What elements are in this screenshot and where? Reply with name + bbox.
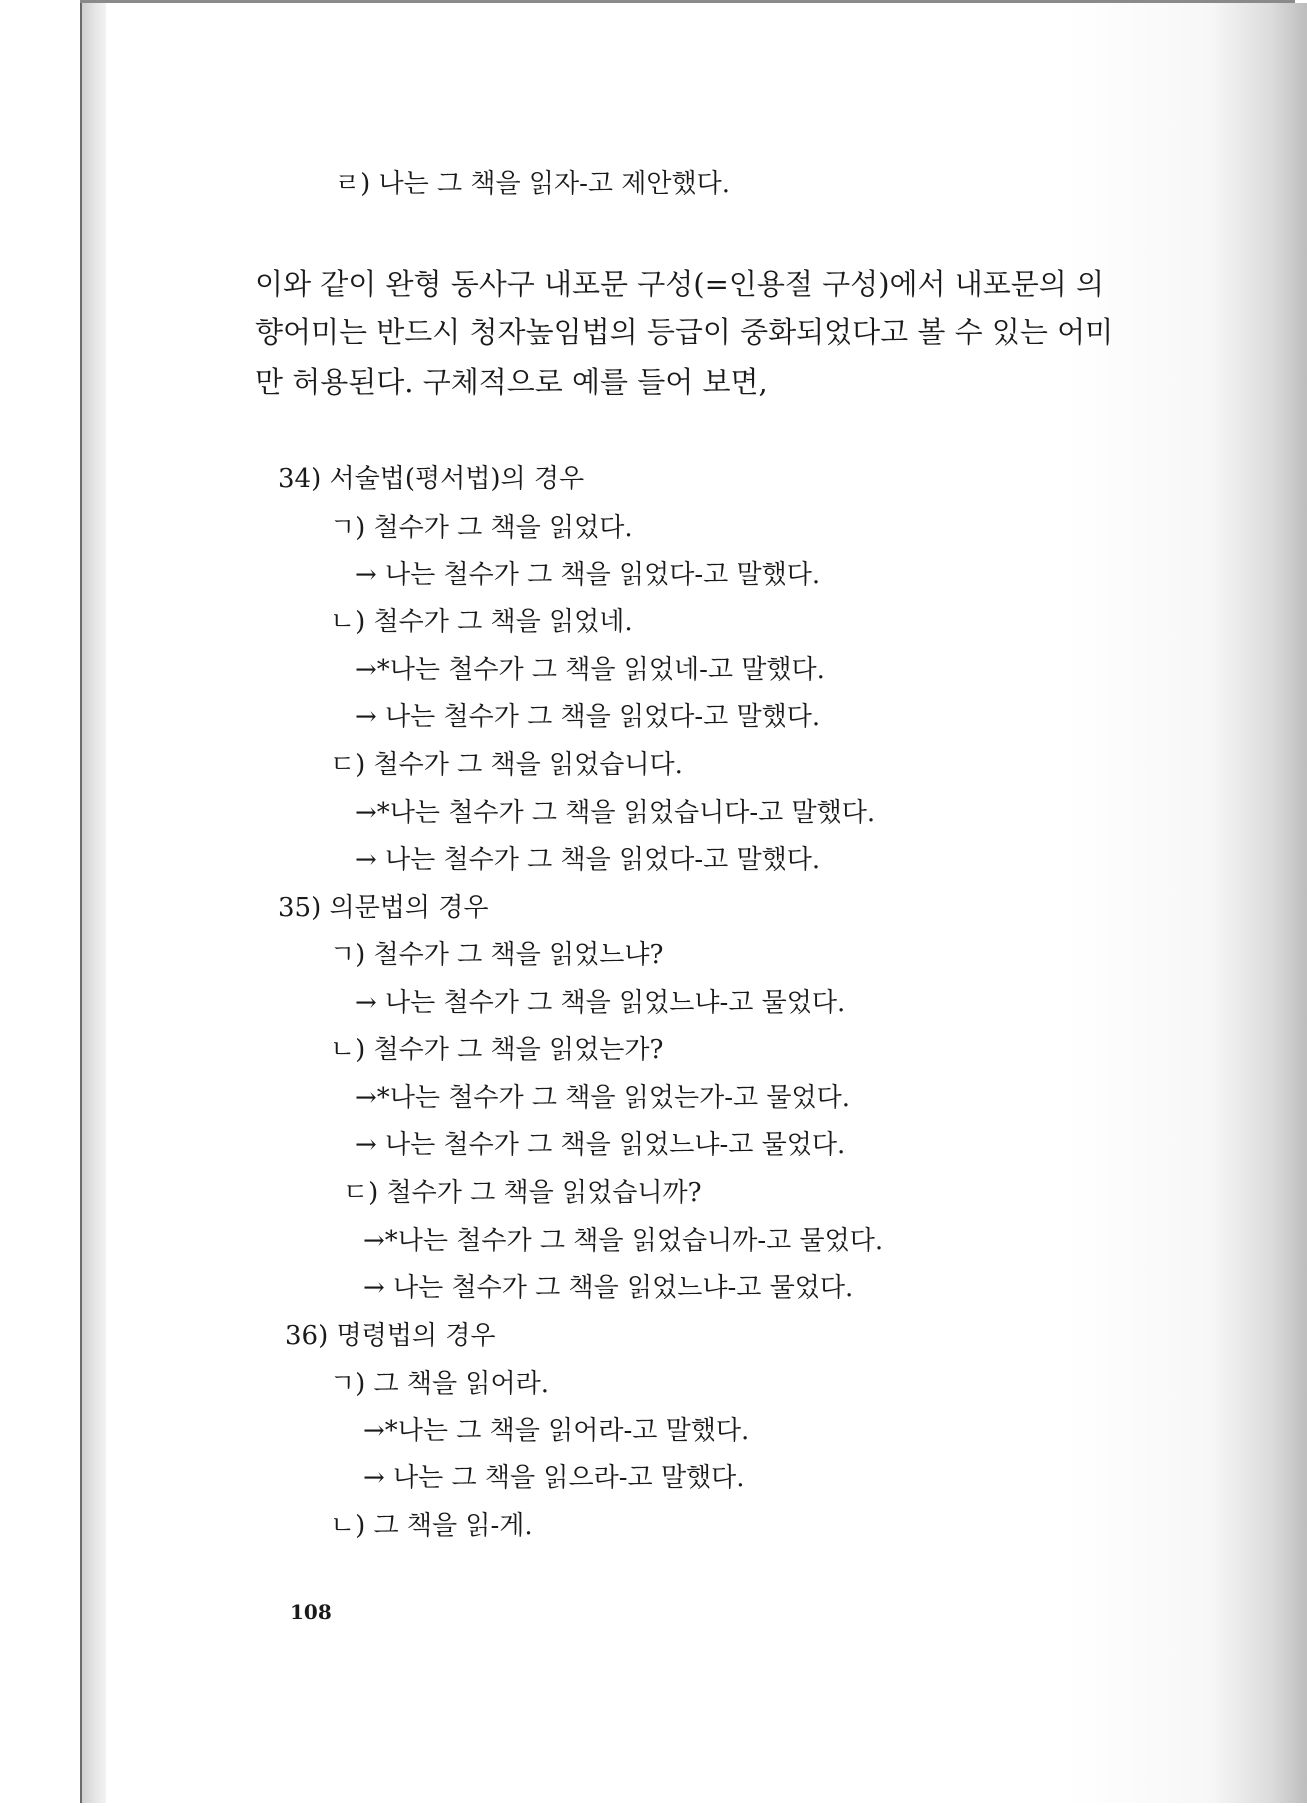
example-line: ㄴ) 철수가 그 책을 읽었네. [330, 607, 633, 637]
example-line: ㄴ) 철수가 그 책을 읽었는가? [330, 1035, 664, 1065]
book-spine [80, 3, 106, 1803]
example-line: → 나는 철수가 그 책을 읽었느냐-고 물었다. [355, 988, 846, 1018]
paragraph-line-3: 만 허용된다. 구체적으로 예를 들어 보면, [255, 365, 768, 399]
page-number: 108 [290, 1600, 332, 1624]
example-line: ㄷ) 철수가 그 책을 읽었습니다. [330, 750, 683, 780]
example-line: → 나는 철수가 그 책을 읽었다-고 말했다. [355, 845, 821, 875]
example-line: ㄷ) 철수가 그 책을 읽었습니까? [343, 1178, 702, 1208]
example-heading-35: 35) 의문법의 경우 [278, 893, 489, 923]
example-line: → 나는 철수가 그 책을 읽었다-고 말했다. [355, 702, 821, 732]
example-line: →*나는 그 책을 읽어라-고 말했다. [363, 1416, 750, 1446]
example-heading-34: 34) 서술법(평서법)의 경우 [278, 464, 585, 494]
example-line: →*나는 철수가 그 책을 읽었습니까-고 물었다. [363, 1226, 884, 1256]
example-line-top: ㄹ) 나는 그 책을 읽자-고 제안했다. [335, 169, 731, 199]
example-heading-36: 36) 명령법의 경우 [285, 1321, 496, 1351]
example-line: ㄱ) 철수가 그 책을 읽었다. [330, 513, 633, 543]
paragraph-line-2: 향어미는 반드시 청자높임법의 등급이 중화되었다고 볼 수 있는 어미 [255, 315, 1114, 349]
example-line: →*나는 철수가 그 책을 읽었네-고 말했다. [355, 655, 825, 685]
example-line: → 나는 철수가 그 책을 읽었느냐-고 물었다. [355, 1130, 846, 1160]
example-line: →*나는 철수가 그 책을 읽었는가-고 물었다. [355, 1083, 851, 1113]
example-line: ㄱ) 철수가 그 책을 읽었느냐? [330, 940, 664, 970]
example-line: →*나는 철수가 그 책을 읽었습니다-고 말했다. [355, 798, 876, 828]
example-line: → 나는 그 책을 읽으라-고 말했다. [363, 1463, 745, 1493]
example-line: ㄴ) 그 책을 읽-게. [330, 1511, 533, 1541]
example-line: ㄱ) 그 책을 읽어라. [330, 1369, 550, 1399]
example-line: → 나는 철수가 그 책을 읽었느냐-고 물었다. [363, 1273, 854, 1303]
example-line: → 나는 철수가 그 책을 읽었다-고 말했다. [355, 560, 821, 590]
paragraph-line-1: 이와 같이 완형 동사구 내포문 구성(=인용절 구성)에서 내포문의 의 [255, 267, 1105, 301]
